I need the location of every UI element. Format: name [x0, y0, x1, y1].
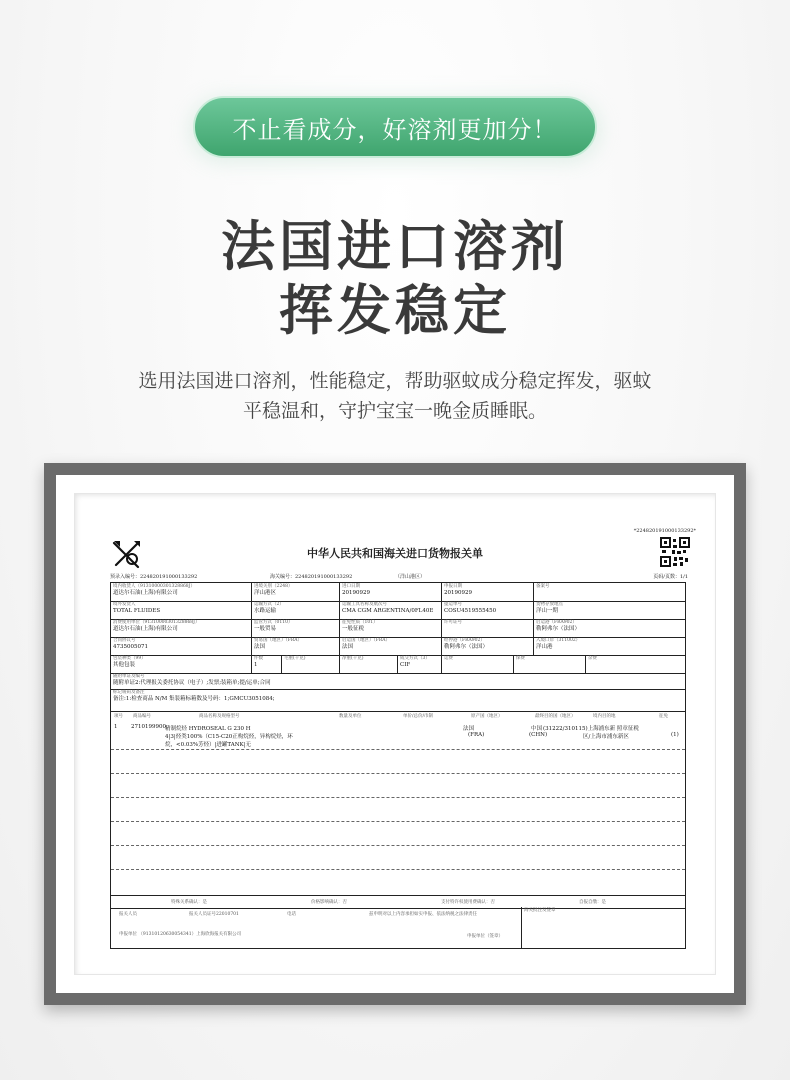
table-row: 消费使用单位（91310000301328868J） 道达尔石油(上海)有限公司 监管方式（0110） 一般贸易 征免性质（101） 一般征税 许可证号 启运港（FRA902） 勒阿弗尔（法国）	[111, 619, 685, 638]
picture-frame	[44, 463, 746, 1005]
customs-number: 海关编号：224820191000133292	[270, 574, 353, 580]
table-row: 标记唛码及备注 备注:1:检查商品 N/M 集装箱标箱数及号码：1;GMCU3051084;	[111, 689, 685, 712]
frame-mat	[74, 493, 716, 975]
goods-header-row: 项号 商品编号 商品名称及规格型号 数量及单位 单价/总价/币制 原产国（地区） 最终目的国（地区） 境内目的地 征免	[114, 714, 668, 719]
customs-declaration-document	[90, 507, 700, 965]
table-row: 随附单证及编号 随附单证2:代理报关委托协议（电子）;发票;装箱单;提/运单;合同	[111, 673, 685, 690]
table-row: 境外发货人 TOTAL FLUIDES 运输方式（2） 水路运输 运输工具名称及航次号 CMA CGM ARGENTINA/0FL40E 提运单号 COSU4519555450 货物存放地点 洋山一期	[111, 601, 685, 620]
goods-divider	[111, 869, 685, 870]
port-name: （洋山港区）	[395, 574, 426, 580]
document-title: 中华人民共和国海关进口货物报关单	[307, 547, 483, 560]
headline-line-2: 挥发稳定	[279, 279, 511, 342]
page-count: 页码/页数：1/1	[653, 574, 688, 580]
goods-divider	[111, 749, 685, 750]
description-line-1: 选用法国进口溶剂，性能稳定，帮助驱蚊成分稳定挥发，驱蚊	[138, 370, 652, 392]
goods-divider	[111, 821, 685, 822]
goods-divider	[111, 797, 685, 798]
qr-number: *224820191000133292*	[633, 528, 696, 534]
table-row: 境内收货人（91310000301328868J） 道达尔石油(上海)有限公司 进境关别（2248） 洋山港区 进口日期 20190929 申报日期 20190929 备案号	[111, 583, 685, 602]
table-row: 合同协议号 4735005071 贸易国（地区）（FRA） 法国 启运国（地区）（FRA） 法国 经停港（FRA902） 勒阿弗尔（法国） 入境口岸（311002） 洋山港	[111, 637, 685, 656]
description-line-2: 平稳温和，守护宝宝一晚金质睡眠。	[242, 400, 547, 422]
headline-line-1: 法国进口溶剂	[221, 215, 569, 278]
preentry-number: 预录入编号：224820191000133292	[110, 574, 198, 580]
frame-inner	[56, 475, 734, 993]
slogan-text: 不止看成分，好溶剂更加分！	[232, 115, 558, 144]
confirmation-row: 特殊关系确认：是 价格影响确认：否 支付特许权使用费确认：否 自报自缴：是	[111, 895, 685, 909]
goods-divider	[111, 773, 685, 774]
declarant-block: 报关人员 报关人员证号22010701 电话 兹申明对以上内容承担如实申报、依法纳税之法律责任 申报单位 （91310120630054341）上海欣海报关有限公司 申报单位（签章） 海关批注及签章	[111, 907, 685, 948]
goods-divider	[111, 845, 685, 846]
declaration-table: 境内收货人（91310000301328868J） 道达尔石油(上海)有限公司 进境关别（2248） 洋山港区 进口日期 20190929 申报日期 20190929 备案号 境外发货人 TOTAL FLUIDES 运输方式（2） 水路运输 运输工具名称及航次号 CMA CGM ARGENTINA/0FL40E 提运单号 COSU4519555450 货物存放地点 洋山一期 消费使用单位（91310000301328868J） 道达尔石油(上海)有限公司 监管方式（0110） 一般贸易 征免性质（101） 一般征税 许可证号 启运港（FRA902） 勒阿弗尔（法国） 合同协议号 4735005071 贸易国（地区）（FRA） 法国 启运国（地区）（FRA） 法国 经停港（FRA902） 勒阿弗尔（法国） 入境口岸（311002） 洋山港 包装种类（99） 其他包装 件数 1 毛重(千克) 净重(千克) 成交方式（3） CIF 运费 保费 杂费 随附单证及编号 随附单证2:代理报关委托协议（电子）;发票;装箱单;提/运单;合同 标记唛码及备注 备注:1:检查商品 N/M 集装箱标箱数及号码：1;GMCU3051084; 项号 商品编号 商品名称及规格型号 数量及单位 单价/总价/币制 原产国（地区） 最终目的国（地区） 境内目的地 征免 1 2710199900 精制烷烃 HYDROSEAL G 230 H 4|3|烃类100%（C15-C20正构烷烃，异构烷烃，环 烷，<0.03%芳烃）|进罐TANK|无 法国 (FRA) 中国 (CHN) (31222/310115)上海浦东新 照章征税 区/上海市浦东新区 (1) 特殊关系确认：是 价格影响确认：否 支付特许权使用费确认：否 自报自缴：是 报关人员 报关人员证号22010701 电话 兹申明对以上内容承担如实申报、依法纳税之法律责任 申报单位 （91310120630054341）上海欣海报关有限公司 申报单位（签章） 海关批注及签章	[110, 582, 686, 949]
slogan-banner	[193, 96, 597, 158]
table-row: 包装种类（99） 其他包装 件数 1 毛重(千克) 净重(千克) 成交方式（3） CIF 运费 保费 杂费	[111, 655, 685, 674]
